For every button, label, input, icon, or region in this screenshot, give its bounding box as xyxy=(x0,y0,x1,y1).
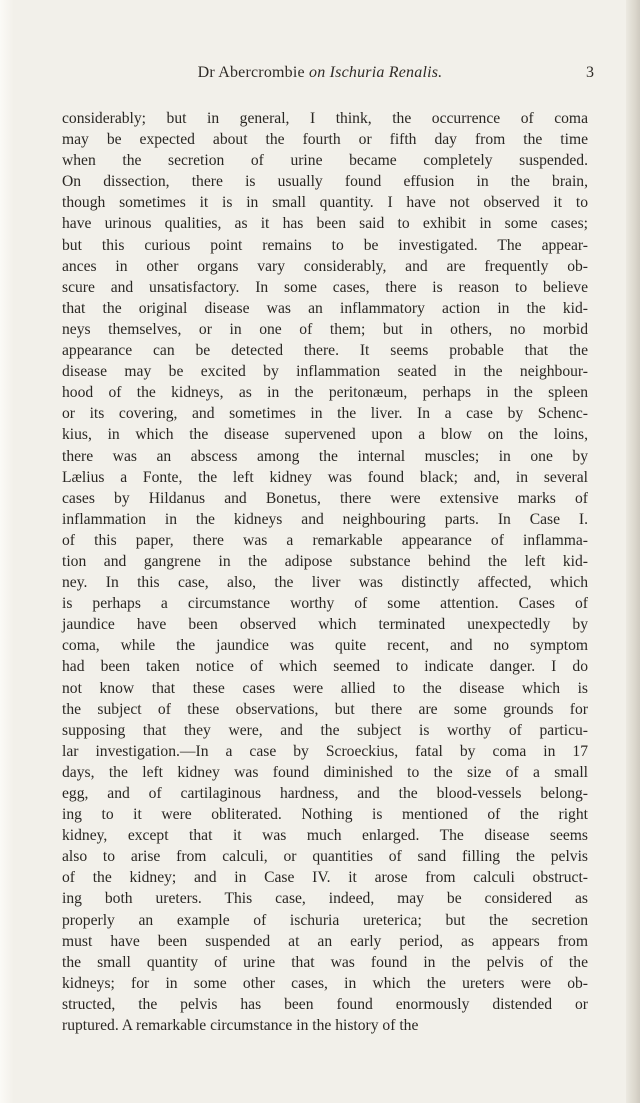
text-line: jaundice have been observed which terminated unexpectedly by xyxy=(62,616,588,634)
text-line: of the kidney; and in Case IV. it arose from calculi obstruct- xyxy=(62,869,588,887)
text-line: of this paper, there was a remarkable appearance of inflamma- xyxy=(62,531,588,549)
text-line: lar investigation.—In a case by Scroeckius, fatal by coma in 17 xyxy=(62,742,588,760)
text-line: appearance can be detected there. It seems probable that the xyxy=(62,342,588,360)
text-line: ing to it were obliterated. Nothing is mentioned of the right xyxy=(62,806,588,824)
text-line: ruptured. A remarkable circumstance in the history of the xyxy=(62,1017,419,1035)
text-line: coma, while the jaundice was quite recent, and no symptom xyxy=(62,637,588,655)
page-left-margin xyxy=(0,0,14,1103)
text-line: structed, the pelvis has been found enormously distended or xyxy=(62,995,588,1013)
text-line: have urinous qualities, as it has been said to exhibit in some cases; xyxy=(62,215,588,233)
page-right-edge xyxy=(626,0,640,1103)
text-line: Lælius a Fonte, the left kidney was found black; and, in several xyxy=(62,468,588,486)
text-line: but this curious point remains to be investigated. The appear- xyxy=(62,236,588,254)
text-line: ing both ureters. This case, indeed, may be considered as xyxy=(62,890,588,908)
text-line: disease may be excited by inflammation seated in the neighbour- xyxy=(62,363,588,381)
text-line: inflammation in the kidneys and neighbouring parts. In Case I. xyxy=(62,510,588,528)
text-line: On dissection, there is usually found effusion in the brain, xyxy=(62,173,588,191)
text-line: cases by Hildanus and Bonetus, there were extensive marks of xyxy=(62,489,588,507)
text-line: ney. In this case, also, the liver was distinctly affected, which xyxy=(62,574,588,592)
text-line: though sometimes it is in small quantity. I have not observed it to xyxy=(62,194,588,212)
text-line: that the original disease was an inflammatory action in the kid- xyxy=(62,299,588,317)
running-head xyxy=(0,64,640,82)
running-head-title: Ischuria Renalis. xyxy=(325,64,443,81)
text-line: egg, and of cartilaginous hardness, and the blood-vessels belong- xyxy=(62,785,588,802)
running-head-on: on xyxy=(309,64,326,81)
text-line: may be expected about the fourth or fifth day from the time xyxy=(62,131,588,149)
text-line: the subject of these observations, but there are some grounds for xyxy=(62,700,588,718)
body-text xyxy=(62,108,588,1036)
text-line: also to arise from calculi, or quantities of sand filling the pelvis xyxy=(62,848,588,866)
text-line: supposing that they were, and the subject is worthy of particu- xyxy=(62,721,588,739)
text-line: the small quantity of urine that was found in the pelvis of the xyxy=(62,953,588,971)
text-line: kidneys; for in some other cases, in which the ureters were ob- xyxy=(62,974,588,992)
text-line: kidney, except that it was much enlarged. The disease seems xyxy=(62,827,588,845)
page-number: 3 xyxy=(586,64,594,81)
text-line: or its covering, and sometimes in the liver. In a case by Schenc- xyxy=(62,405,588,423)
text-line: is perhaps a circumstance worthy of some attention. Cases of xyxy=(62,595,588,613)
text-line: hood of the kidneys, as in the peritonæum, perhaps in the spleen xyxy=(62,384,588,402)
text-line: kius, in which the disease supervened upon a blow on the loins, xyxy=(62,426,588,444)
text-line: had been taken notice of which seemed to indicate danger. I do xyxy=(62,658,588,676)
page-header xyxy=(0,64,640,90)
text-line: considerably; but in general, I think, the occurrence of coma xyxy=(62,110,588,127)
text-line: properly an example of ischuria ureterica; but the secretion xyxy=(62,911,588,929)
text-line: neys themselves, or in one of them; but in others, no morbid xyxy=(62,320,588,338)
text-line: when the secretion of urine became completely suspended. xyxy=(62,152,588,170)
running-head-author: Dr Abercrombie xyxy=(197,64,310,81)
text-line: scure and unsatisfactory. In some cases, there is reason to believe xyxy=(62,278,588,296)
text-line: tion and gangrene in the adipose substance behind the left kid- xyxy=(62,552,588,570)
text-line: not know that these cases were allied to the disease which is xyxy=(62,679,588,697)
text-line: ances in other organs vary considerably, and are frequently ob- xyxy=(62,257,588,275)
text-line: days, the left kidney was found diminished to the size of a small xyxy=(62,763,588,781)
text-line: must have been suspended at an early period, as appears from xyxy=(62,932,588,950)
text-line: there was an abscess among the internal muscles; in one by xyxy=(62,447,588,465)
